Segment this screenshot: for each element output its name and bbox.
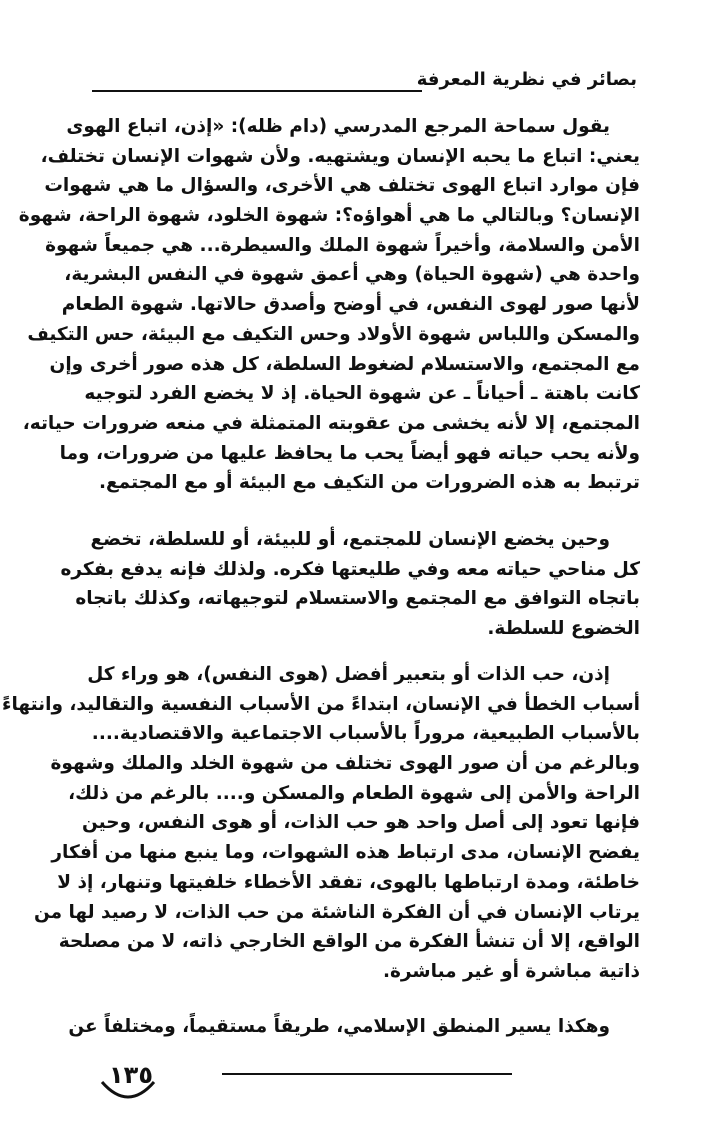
paragraph-3 — [1, 660, 640, 987]
text-line: كل مناحي حياته معه وفي طليعتها فكره. ولذلك فإنه يدفع بفكره — [60, 558, 640, 580]
text-line: الأمن والسلامة، وأخيراً شهوة الملك والسيطرة... هي جميعاً شهوة — [45, 234, 640, 256]
paragraph-2 — [60, 525, 640, 644]
text-line: واحدة هي (شهوة الحياة) وهي أعمق شهوة في النفس البشرية، — [64, 264, 640, 286]
text-line: يقول سماحة المرجع المدرسي (دام ظله): «إذن، اتباع الهوى — [66, 116, 610, 137]
text-line: كانت باهتة ـ أحياناً ـ عن شهوة الحياة. إذ لا يخضع الفرد لتوجيه — [84, 383, 640, 405]
text-line: خاطئة، ومدة ارتباطها بالهوى، تفقد الأخطاء خلفيتها وتنهار، إذ لا — [57, 871, 640, 893]
text-line: فإنها تعود إلى أصل واحد هو حب الذات، أو هوى النفس، وحين — [82, 812, 640, 834]
text-line: باتجاه التوافق مع المجتمع والاستسلام لتوجيهاته، وكذلك باتجاه — [75, 588, 640, 610]
text-line: وبالرغم من أن صور الهوى تختلف من شهوة الخلد والملك وشهوة — [50, 753, 640, 775]
text-line: إذن، حب الذات أو بتعبير أفضل (هوى النفس)، هو وراء كل — [87, 664, 610, 685]
text-line: المجتمع، إلا لأنه يخشى من عقوبته المتمثلة في منعه ضرورات حياته، — [22, 412, 640, 434]
running-title: بصائر في نظرية المعرفة — [416, 69, 637, 90]
paragraph-4 — [68, 1012, 640, 1042]
text-line: وهكذا يسير المنطق الإسلامي، طريقاً مستقيماً، ومختلفاً عن — [68, 1016, 610, 1037]
header-rule — [92, 90, 422, 92]
text-line: أسباب الخطأ في الإنسان، ابتداءً من الأسباب النفسية والتقاليد، وانتهاءً — [1, 693, 640, 715]
page-number-ornament-icon — [98, 1078, 158, 1108]
text-line: الخضوع للسلطة. — [487, 618, 640, 640]
text-line: يعني: اتباع ما يحبه الإنسان ويشتهيه. ولأن شهوات الإنسان تختلف، — [40, 145, 640, 167]
text-line: والمسكن واللباس شهوة الأولاد وحس التكيف مع البيئة، حس التكيف — [27, 323, 640, 345]
text-line: لأنها صور لهوى النفس، في أوضح وأصدق حالاتها. شهوة الطعام — [61, 294, 640, 316]
running-header — [92, 68, 637, 96]
text-line: الإنسان؟ وبالتالي ما هي أهواؤه؟: شهوة الخلود، شهوة الراحة، شهوة — [18, 205, 640, 227]
text-line: بالأسباب الطبيعية، مروراً بالأسباب الاجتماعية والاقتصادية.... — [91, 723, 640, 745]
text-line: يفضح الإنسان، مدى ارتباط هذه الشهوات، وما ينبع منها من أفكار — [51, 842, 640, 864]
page-number: ١٣٥ — [109, 1061, 153, 1089]
text-line: ترتبط به هذه الضرورات من التكيف مع البيئة أو مع المجتمع. — [99, 472, 640, 494]
text-line: وحين يخضع الإنسان للمجتمع، أو للبيئة، أو للسلطة، تخضع — [90, 529, 610, 550]
text-line: ذاتية مباشرة أو غير مباشرة. — [382, 960, 640, 982]
text-line: مع المجتمع، والاستسلام لضغوط السلطة، كل هذه صور أخرى وإن — [49, 353, 640, 375]
text-line: فإن موارد اتباع الهوى تختلف هي الأخرى، والسؤال ما هي شهوات — [44, 175, 640, 197]
text-line: يرتاب الإنسان في أن الفكرة الناشئة من حب الذات، لا رصيد لها من — [33, 901, 640, 923]
text-line: الراحة والأمن إلى شهوة الطعام والمسكن و.... بالرغم من ذلك، — [68, 782, 640, 804]
footer-rule — [222, 1073, 512, 1075]
text-line: الواقع، إلا أن تنشأ الفكرة من الواقع الخارجي ذاته، لا من مصلحة — [58, 931, 640, 953]
text-line: ولأنه يحب حياته فهو أيضاً يحب ما يحافظ عليها من ضرورات، وما — [59, 442, 640, 464]
paragraph-1 — [18, 112, 640, 498]
